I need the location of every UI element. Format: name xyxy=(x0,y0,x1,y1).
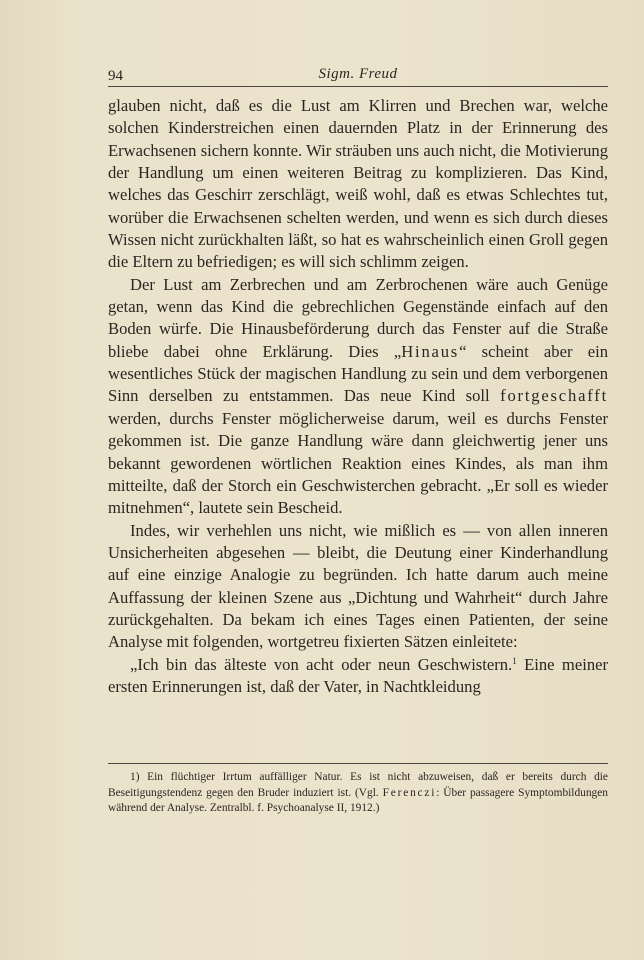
text-run: „Ich bin das älteste von acht oder neun Geschwistern. xyxy=(130,654,513,674)
page-number: 94 xyxy=(108,68,123,84)
paragraph xyxy=(108,274,608,520)
paragraph xyxy=(108,95,608,274)
text-run: : Über passagere Symptombildungen während der Analyse. Zentralbl. f. Psychoanalyse II, 1912.) xyxy=(108,786,608,815)
footnote-marker: 1 xyxy=(512,655,517,666)
text-run: “ scheint aber ein wesentliches Stück der magischen Handlung zu sein und dem verborgenen Sinn derselben zu entstammen. Das neue Kind soll xyxy=(108,341,608,406)
text-run: Eine meiner ersten Erinnerungen ist, daß der Vater, in Nachtkleidung xyxy=(108,654,609,696)
spaced-emphasis: fortgeschafft xyxy=(500,386,608,406)
paragraph xyxy=(108,520,608,654)
page-header xyxy=(108,66,608,87)
text-run: glauben nicht, daß es die Lust am Klirren und Brechen war, welche solchen Kinderstreichen einen dauernden Platz in der Erinnerung des Erwachsenen sichern konnte. Wir sträuben uns auch nicht, die Motivierung der Handlung um einen weiteren Beitrag zu komplizieren. Das Kind, welches das Geschirr zerschlägt, weiß wohl, daß es etwas Schlechtes tut, worüber die Erwachsenen schelten werden, und wenn es sich durch dieses Wissen nicht zurückhalten läßt, so hat es wahrscheinlich einen Groll gegen die Eltern zu befriedigen; es will sich schlimm zeigen. xyxy=(108,96,608,272)
text-run: Indes, wir verhehlen uns nicht, wie mißlich es — von allen inneren Unsicherheiten abgesehen — bleibt, die Deutung einer Kinderhandlung auf eine einzige Analogie zu begründen. Ich hatte darum auch meine Auffassung der kleinen Szene aus „Dichtung und Wahrheit“ durch Jahre zurückgehalten. Da bekam ich eines Tages einen Patienten, der seine Analyse mit folgenden, wortgetreu fixierten Sätzen einleitete: xyxy=(108,520,608,652)
spaced-emphasis: Ferenczi xyxy=(382,786,437,799)
text-run: 1) Ein flüchtiger Irrtum auffälliger Natur. Es ist nicht abzuweisen, daß er bereits durch die Beseitigungstendenz gegen den Bruder induziert ist. (Vgl. xyxy=(108,771,608,799)
running-head: Sigm. Freud xyxy=(318,66,398,82)
footnote-rule xyxy=(108,763,608,764)
body-text xyxy=(108,95,608,698)
footnotes xyxy=(108,770,608,817)
text-run: Der Lust am Zerbrechen und am Zerbrochenen wäre auch Genüge getan, wenn das Kind die gebrechlichen Gegenstände einfach auf den Boden würfe. Die Hinausbeförderung durch das Fenster auf die Straße bliebe dabei ohne Erklärung. Dies „ xyxy=(108,274,608,361)
paragraph xyxy=(108,654,608,699)
footnote xyxy=(108,770,608,817)
spaced-emphasis: Hinaus xyxy=(401,341,460,361)
text-run: werden, durchs Fenster möglicherweise darum, weil es durchs Fenster gekommen ist. Die ganze Handlung wäre dann gleichwertig jener uns bekannt gewordenen wörtlichen Reaktion eines Kindes, als man ihm mitteilte, daß der Storch ein Geschwisterchen gebracht. „Er soll es wieder mitnehmen“, lautete sein Bescheid. xyxy=(108,408,608,518)
